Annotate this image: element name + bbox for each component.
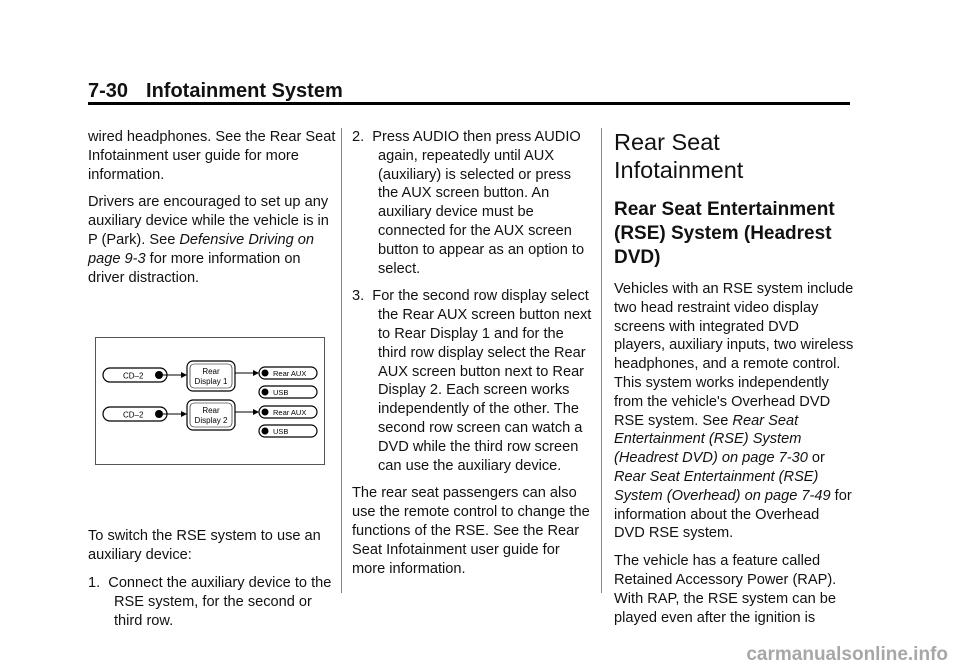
- paragraph-headphones: wired headphones. See the Rear Seat Infotainment user guide for more information.: [88, 129, 336, 183]
- link-defensive-driving[interactable]: Defensive Driving on page 9-3: [88, 231, 315, 267]
- header-rule: [88, 102, 850, 105]
- column-2: [352, 128, 592, 587]
- svg-text:USB: USB: [273, 427, 289, 437]
- rear-aux-button-2: [259, 406, 317, 418]
- svg-text:Rear: Rear: [202, 406, 220, 416]
- svg-text:Rear: Rear: [202, 367, 220, 377]
- svg-text:Rear AUX: Rear AUX: [273, 408, 307, 418]
- cd-button-bottom: [103, 407, 167, 421]
- svg-text:USB: USB: [273, 388, 289, 398]
- usb-button-1: [259, 386, 317, 398]
- cd-label-bottom: CD–2: [123, 410, 144, 420]
- paragraph-distraction: Drivers are encouraged to set up any auxiliary device while the vehicle is in P (Park). See Defensive Driving on page 9-3 for more information on driver distraction.: [88, 194, 329, 286]
- cd-label-top: CD–2: [123, 371, 144, 381]
- section-title: Infotainment System: [146, 80, 343, 102]
- page-header: [88, 80, 343, 103]
- rear-display-1-button: [187, 361, 235, 391]
- link-rse-overhead[interactable]: Rear Seat Entertainment (RSE) System (Overhead) on page 7-49: [614, 468, 831, 504]
- svg-text:Rear AUX: Rear AUX: [273, 369, 307, 379]
- page-number: 7-30: [88, 80, 129, 102]
- subsection-heading: Rear Seat Entertainment (RSE) System (Headrest DVD): [614, 199, 835, 268]
- column-divider-1: [341, 128, 342, 593]
- paragraph-switch-rse: To switch the RSE system to use an auxiliary device:: [88, 528, 321, 564]
- step-1: 1. Connect the auxiliary device to the RSE system, for the second or third row.: [88, 574, 332, 629]
- rear-display-2-button: [187, 400, 235, 430]
- watermark-text: carmanualsonline.info: [746, 644, 948, 665]
- usb-button-2: [259, 425, 317, 437]
- rear-aux-button-1: [259, 367, 317, 379]
- cd-button-top: [103, 368, 167, 382]
- column-1: [88, 128, 340, 639]
- paragraph-rse-overview: Vehicles with an RSE system include two head restraint video display screens with integrated DVD players, auxiliary inputs, two wireless headphones, and a remote control. This system works independently from the vehicle's Overhead DVD RSE system. See Rear Seat Entertainment (RSE) System (Headrest DVD) on page 7-30 or Rear Seat Entertainment (RSE) System (Overhead) on page 7-49 for information about the Overhead DVD RSE system.: [614, 281, 854, 542]
- svg-text:Display 1: Display 1: [194, 377, 228, 387]
- svg-text:Display 2: Display 2: [194, 416, 228, 426]
- step-2: 2. Press AUDIO then press AUDIO again, repeatedly until AUX (auxiliary) is selected or press the AUX screen button. An auxiliary device must be connected for the AUX screen button to appear as an option to select.: [352, 129, 585, 277]
- column-divider-2: [601, 128, 602, 593]
- link-rse-headrest[interactable]: Rear Seat Entertainment (RSE) System (Headrest DVD) on page 7-30: [614, 412, 808, 467]
- section-heading: Rear Seat Infotainment: [614, 129, 744, 183]
- column-3: [614, 128, 854, 636]
- paragraph-remote-control: The rear seat passengers can also use the remote control to change the functions of the RSE. See the Rear Seat Infotainment user guide for more information.: [352, 485, 590, 577]
- rse-aux-figure: [95, 337, 325, 465]
- steps-list-1: [88, 574, 340, 630]
- rse-diagram: [95, 337, 325, 465]
- paragraph-rap: The vehicle has a feature called Retained Accessory Power (RAP). With RAP, the RSE system can be played even after the ignition is: [614, 553, 837, 626]
- steps-list-2: [352, 128, 592, 475]
- step-3: 3. For the second row display select the Rear AUX screen button next to Rear Display 1 and for the third row display select the Rear AUX screen button next to Rear Display 2. Each screen works independently of the other. The second row screen can watch a DVD while the third row screen can use the auxiliary device.: [352, 288, 592, 474]
